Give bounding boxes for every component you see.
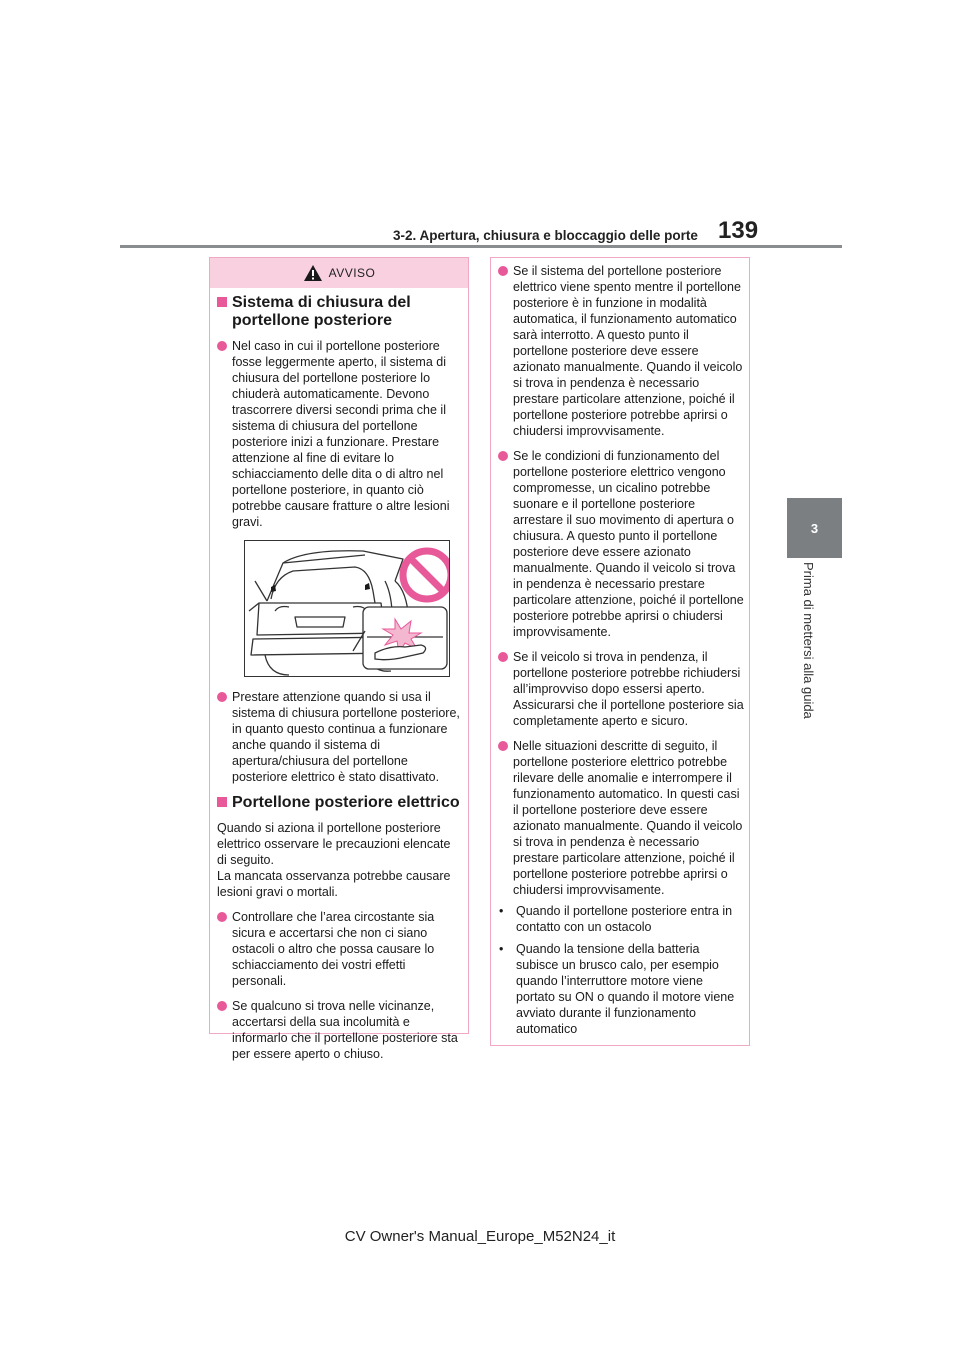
intro-line: Quando si aziona il portellone posteriore elettrico osservare le precauzioni elencate di seguito. — [217, 821, 451, 867]
page-number: 139 — [718, 217, 759, 244]
warning-header — [210, 258, 468, 288]
circle-bullet-icon — [217, 1001, 227, 1011]
item-text: Se il veicolo si trova in pendenza, il portellone posteriore potrebbe richiudersi all’improvviso dopo essersi aperto. Assicurarsi che il portellone posteriore sia completamente aperto e sicuro. — [513, 650, 744, 728]
circle-bullet-icon — [498, 652, 508, 662]
item-text: Nel caso in cui il portellone posteriore fosse leggermente aperto, il sistema di chiusura del portellone posteriore lo chiuderà automaticamente. Devono trascorrere diversi secondi prima che il sistema di chiusura del portellone posteriore inizi a funzionare. Prestare attenzione al fine di evitare lo schiacciamento delle dita o di altro nel portellone posteriore, in quanto ciò potrebbe causare fratture o altre lesioni gravi. — [232, 339, 450, 529]
chapter-label: Prima di mettersi alla guida — [801, 562, 816, 719]
warning-triangle-icon — [303, 264, 323, 282]
circle-bullet-icon — [498, 451, 508, 461]
chapter-number: 3 — [810, 520, 819, 536]
list-item — [498, 738, 744, 898]
list-item — [498, 649, 744, 729]
circle-bullet-icon — [217, 341, 227, 351]
chapter-tab[interactable] — [787, 498, 842, 558]
bullet-text: Quando il portellone posteriore entra in contatto con un ostacolo — [516, 904, 733, 934]
warning-box-continued — [490, 257, 750, 1046]
square-bullet-icon — [217, 297, 227, 307]
list-item — [217, 909, 463, 989]
warning-box — [209, 257, 469, 1061]
heading-text: Sistema di chiusura del portellone posteriore — [232, 294, 411, 329]
circle-bullet-icon — [217, 912, 227, 922]
item-text: Se il sistema del portellone posteriore elettrico viene spento mentre il portellone posteriore è in funzione in modalità automatica, il funzionamento automatico sarà interrotto. A questo punto il portellone posteriore deve essere azionato manualmente. Quando il veicolo si trova in pendenza è necessario prestare particolare attenzione, poiché il portellone posteriore potrebbe aprirsi o chiudersi improvvisamente. — [513, 264, 743, 438]
tailgate-pinch-illustration — [244, 540, 450, 677]
list-item — [498, 263, 744, 439]
list-item — [217, 338, 463, 530]
car-tailgate-illustration — [245, 541, 450, 677]
section-heading-closer — [217, 294, 463, 330]
sub-bullet — [498, 903, 744, 935]
sub-bullet — [498, 941, 744, 1037]
circle-bullet-icon — [498, 741, 508, 751]
bullet-text: Quando la tensione della batteria subisce un brusco calo, per esempio quando l’interruttore motore viene portato su ON o quando il motore viene avviato durante il funzionamento automatico — [516, 942, 735, 1036]
item-text: Se qualcuno si trova nelle vicinanze, accertarsi della sua incolumità e informarlo che il portellone posteriore sta per essere aperto o chiuso. — [232, 999, 458, 1061]
intro-line: La mancata osservanza potrebbe causare lesioni gravi o mortali. — [217, 869, 451, 899]
list-item — [498, 448, 744, 640]
square-bullet-icon — [217, 797, 227, 807]
list-item — [217, 689, 463, 785]
header-rule — [120, 245, 842, 248]
section-intro — [217, 820, 463, 900]
item-text: Controllare che l’area circostante sia sicura e accertarsi che non ci siano ostacoli o altro che possa causare lo schiacciamento dei vostri effetti personali. — [232, 910, 435, 988]
circle-bullet-icon — [498, 266, 508, 276]
heading-text: Portellone posteriore elettrico — [232, 794, 460, 811]
list-item — [217, 998, 463, 1062]
footer-manual-id: CV Owner's Manual_Europe_M52N24_it — [344, 1228, 616, 1245]
bullet-symbol: • — [499, 942, 504, 956]
item-text: Prestare attenzione quando si usa il sistema di chiusura portellone posteriore, in quanto questo continua a funzionare anche quando il sistema di apertura/chiusura del portellone posteriore elettrico è stato disattivato. — [232, 690, 460, 784]
item-text: Nelle situazioni descritte di seguito, il portellone posteriore elettrico potrebbe rilevare delle anomalie e interrompere il funzionamento automatico. In questi casi il portellone posteriore deve essere azionato manualmente. Quando il veicolo si trova in pendenza è necessario prestare particolare attenzione, poiché il portellone posteriore potrebbe aprirsi o chiudersi improvvisamente. — [513, 739, 743, 897]
section-heading-power-tailgate — [217, 794, 463, 812]
circle-bullet-icon — [217, 692, 227, 702]
section-title: 3-2. Apertura, chiusura e bloccaggio delle porte — [393, 228, 698, 243]
item-text: Se le condizioni di funzionamento del portellone posteriore elettrico vengono compromesse, un cicalino potrebbe suonare e il portellone posteriore arrestare il suo movimento di apertura o chiusura. A questo punto il portellone posteriore deve essere azionato manualmente. Quando il veicolo si trova in pendenza è necessario prestare particolare attenzione, poiché il portellone posteriore potrebbe aprirsi o chiudersi improvvisamente. — [513, 449, 744, 639]
warning-title: AVVISO — [328, 266, 376, 280]
bullet-symbol: • — [499, 904, 504, 918]
